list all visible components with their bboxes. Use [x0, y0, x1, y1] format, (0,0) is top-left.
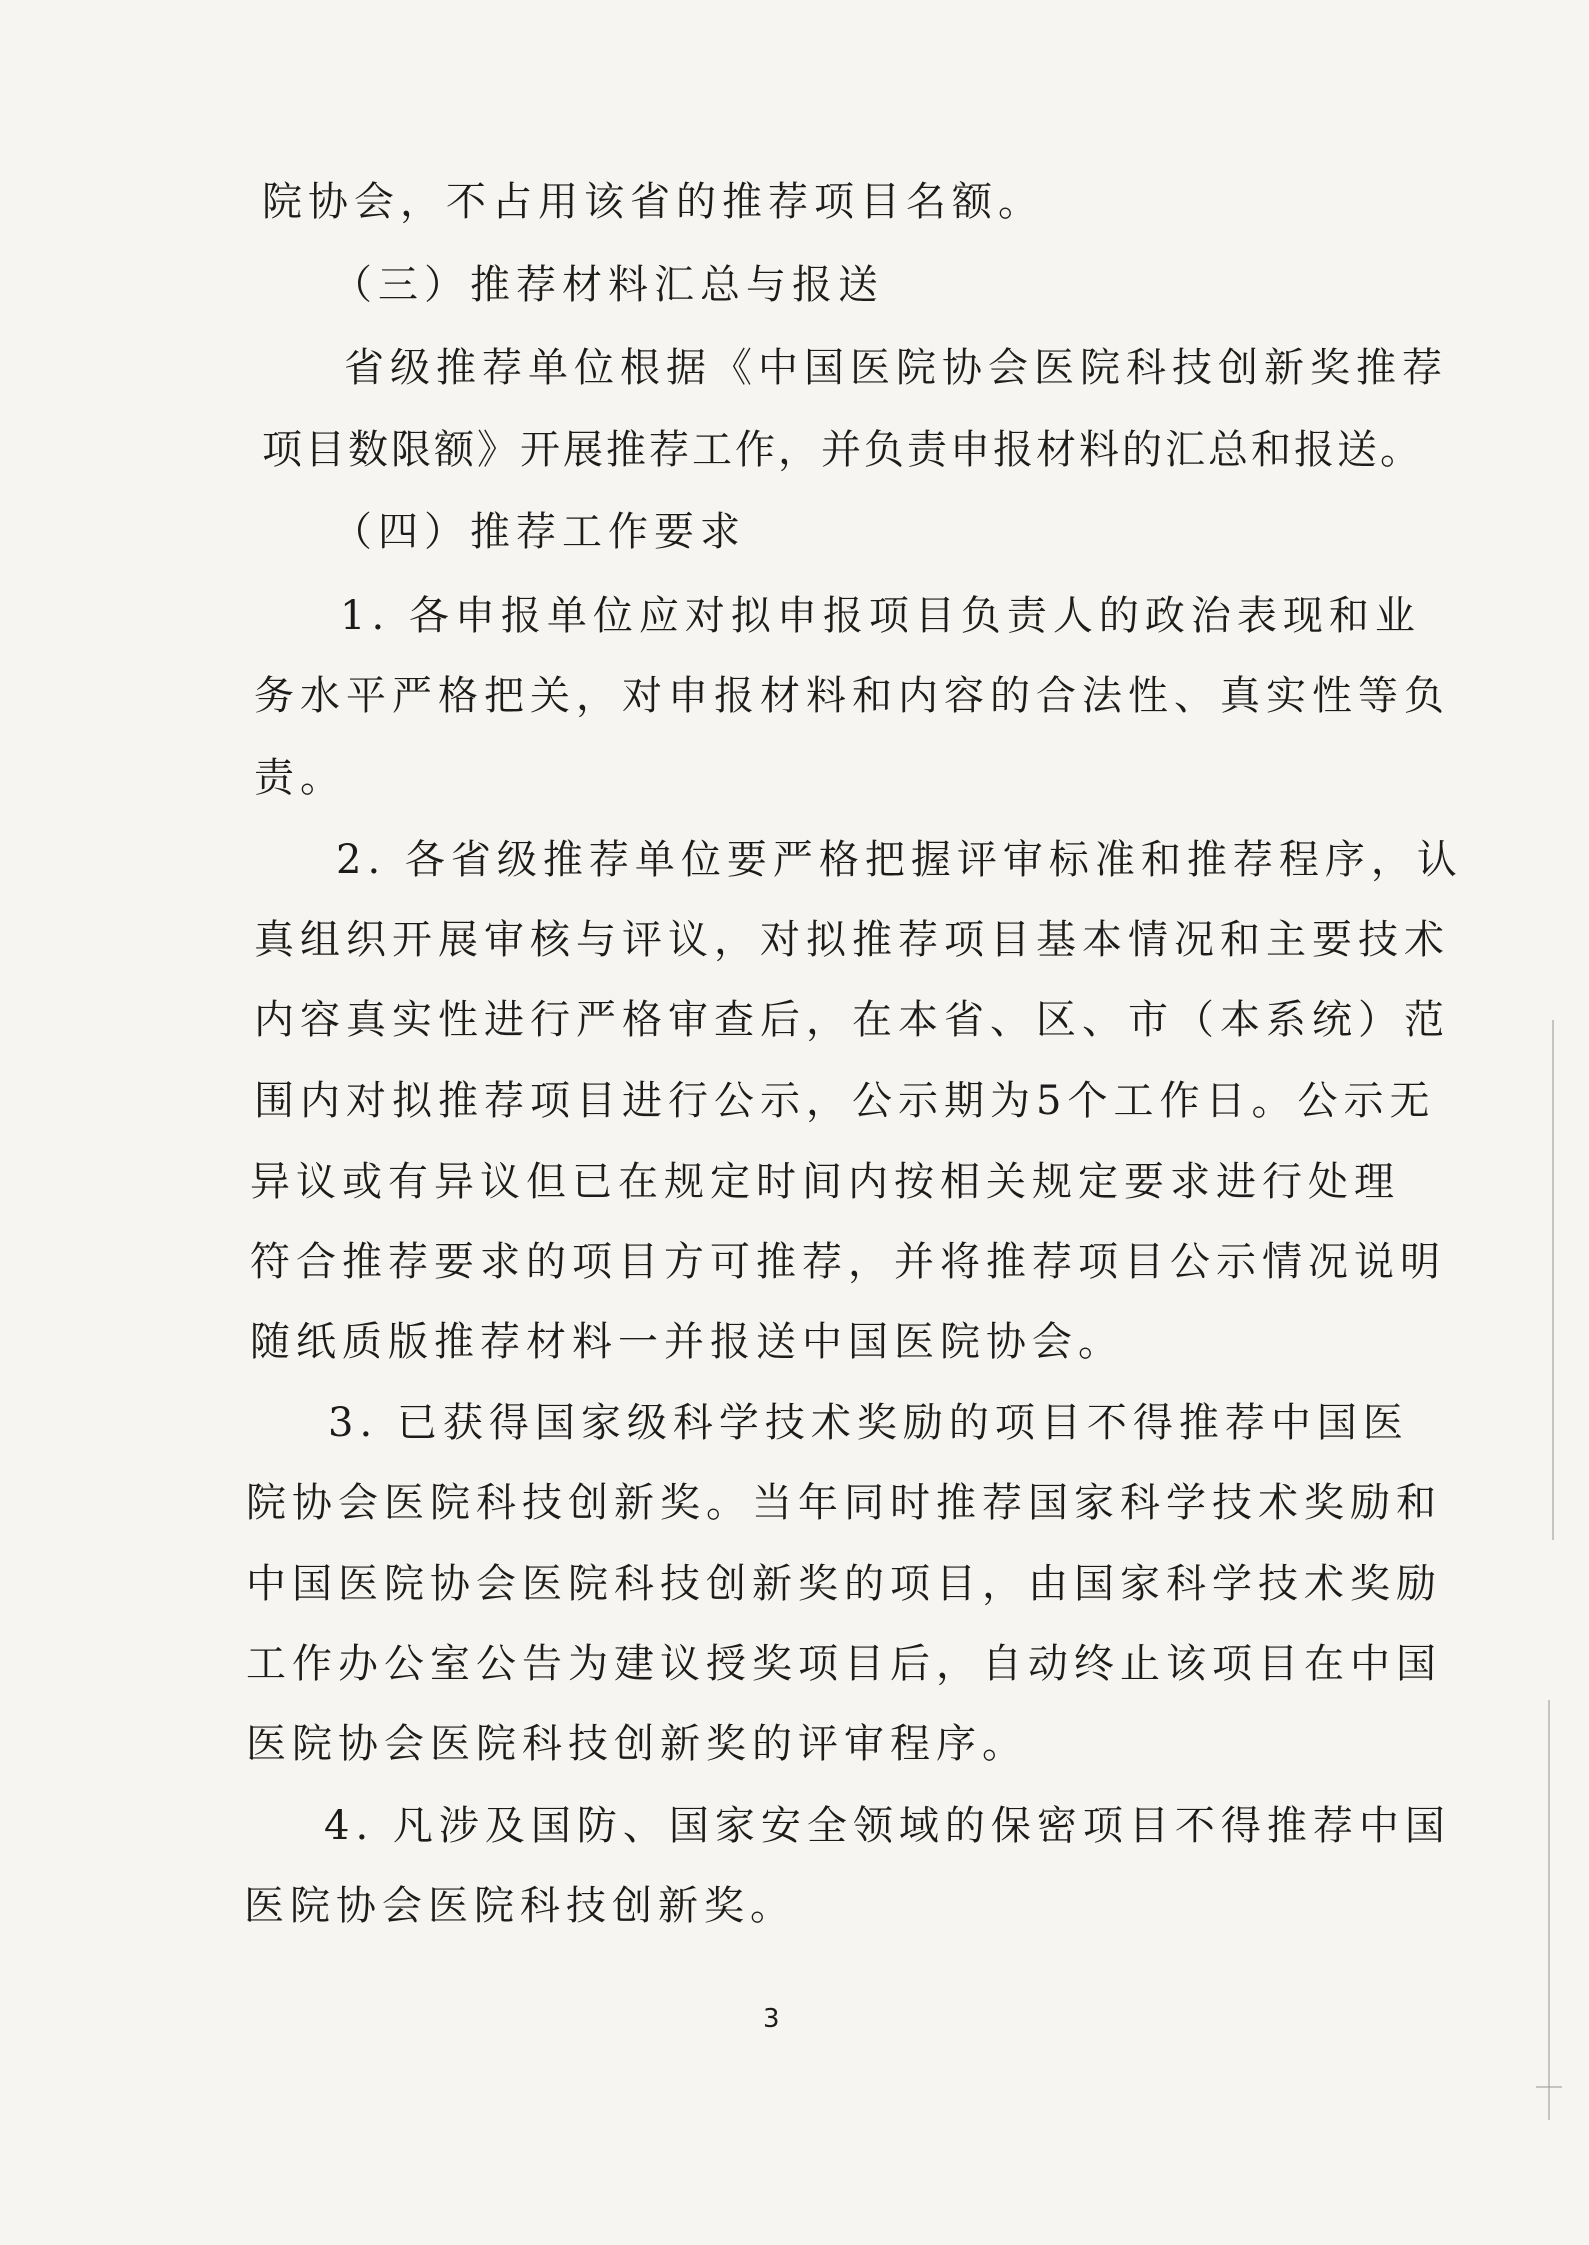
text-line: 随纸质版推荐材料一并报送中国医院协会。: [250, 1319, 1124, 1365]
text-line: 围内对拟推荐项目进行公示，公示期为5个工作日。公示无: [254, 1078, 1436, 1124]
text-line: 2. 各省级推荐单位要严格把握评审标准和推荐程序，认: [336, 837, 1463, 883]
section-heading: （三）推荐材料汇总与报送: [332, 262, 884, 308]
text-line: 省级推荐单位根据《中国医院协会医院科技创新奖推荐: [344, 345, 1448, 391]
text-line: 3. 已获得国家级科学技术奖励的项目不得推荐中国医: [328, 1400, 1409, 1446]
text-line: 工作办公室公告为建议授奖项目后，自动终止该项目在中国: [246, 1641, 1442, 1687]
text-line: 中国医院协会医院科技创新奖的项目，由国家科学技术奖励: [246, 1561, 1442, 1607]
scan-artifact: [1548, 1700, 1550, 2120]
text-line: 4. 凡涉及国防、国家安全领域的保密项目不得推荐中国: [324, 1803, 1451, 1849]
scan-artifact: [1536, 2086, 1562, 2088]
text-line: 责。: [254, 755, 346, 801]
text-line: 医院协会医院科技创新奖的评审程序。: [246, 1721, 1028, 1767]
page-number: 3: [763, 2004, 780, 2034]
text-line: 项目数限额》开展推荐工作，并负责申报材料的汇总和报送。: [262, 427, 1423, 473]
text-line: 真组织开展审核与评议，对拟推荐项目基本情况和主要技术: [254, 917, 1450, 963]
text-line: 异议或有异议但已在规定时间内按相关规定要求进行处理: [250, 1159, 1400, 1205]
text-line: 内容真实性进行严格审查后，在本省、区、市（本系统）范: [254, 997, 1450, 1043]
text-line: 院协会，不占用该省的推荐项目名额。: [262, 179, 1044, 225]
text-line: 务水平严格把关，对申报材料和内容的合法性、真实性等负: [254, 673, 1450, 719]
scan-artifact: [1552, 1020, 1554, 1540]
text-line: 医院协会医院科技创新奖。: [244, 1883, 796, 1929]
text-line: 符合推荐要求的项目方可推荐，并将推荐项目公示情况说明: [250, 1239, 1446, 1285]
text-line: 院协会医院科技创新奖。当年同时推荐国家科学技术奖励和: [246, 1480, 1442, 1526]
section-heading: （四）推荐工作要求: [332, 509, 746, 555]
text-line: 1. 各申报单位应对拟申报项目负责人的政治表现和业: [340, 593, 1421, 639]
